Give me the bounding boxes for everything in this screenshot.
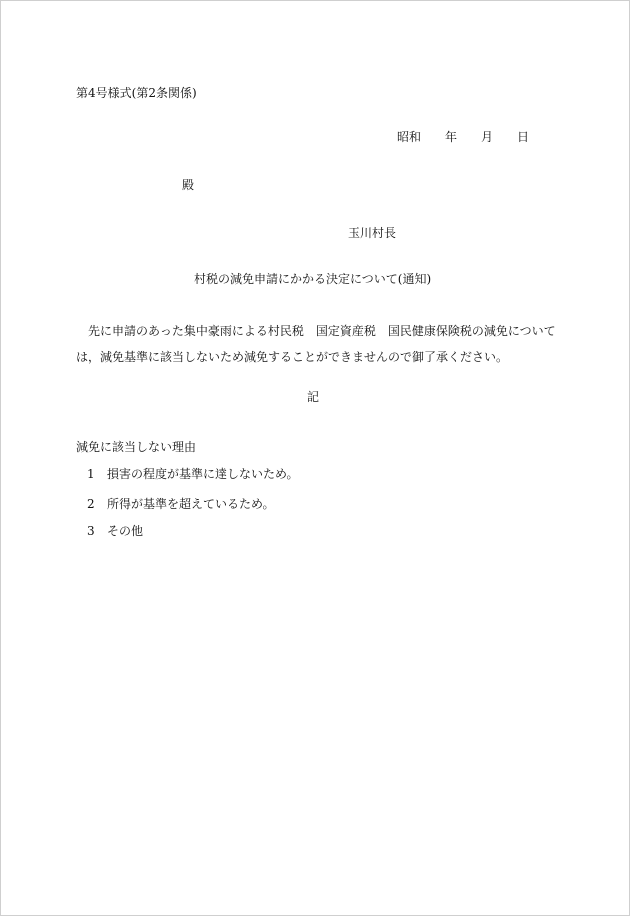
body-text: 先に申請のあった集中豪雨による村民税 国定資産税 国民健康保険税の減免については，減免基準に該当しないため減免することができませんので御了承ください。 [76,324,556,364]
reason-number: 1 [87,467,95,481]
reason-number: 2 [87,497,95,511]
sender-name: 玉川村長 [348,226,397,240]
date-month-label: 月 [481,130,494,144]
reason-text: 損害の程度が基準に達しないため。 [107,467,299,481]
reason-number: 3 [87,524,95,538]
list-item [87,467,299,481]
reason-text: 所得が基準を超えているため。 [107,497,275,511]
date-year-label: 年 [445,130,458,144]
addressee-suffix: 殿 [182,178,195,192]
form-number: 第4号様式(第2条関係) [76,86,197,100]
date-line [397,130,529,144]
document-title: 村税の減免申請にかかる決定について(通知) [194,272,432,286]
date-day-label: 日 [517,130,530,144]
list-item [87,524,143,538]
reasons-heading: 減免に該当しない理由 [76,440,197,454]
list-item [87,497,275,511]
date-era: 昭和 [397,130,422,144]
reason-text: その他 [107,524,144,538]
ki-heading: 記 [307,390,320,404]
